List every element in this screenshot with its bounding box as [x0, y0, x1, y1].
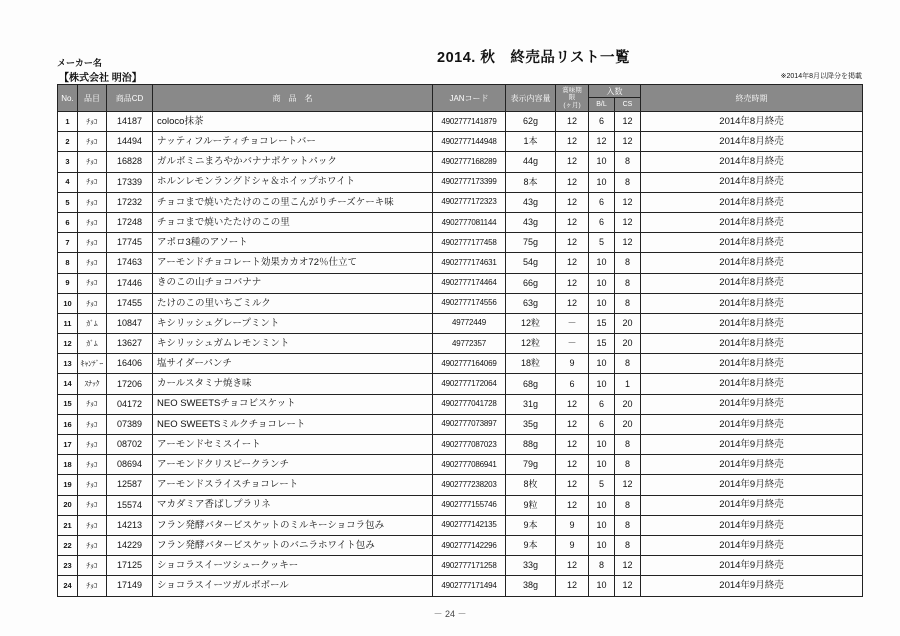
cs-quantity-cell: 12 [615, 576, 641, 596]
shelf-life-cell: 12 [556, 293, 589, 313]
shelf-life-cell: 12 [556, 475, 589, 495]
bl-quantity-cell: 10 [589, 535, 615, 555]
product-code-cell: 14494 [107, 132, 153, 152]
bl-quantity-cell: 10 [589, 354, 615, 374]
jan-code-cell: 4902777142296 [433, 535, 506, 555]
product-code-cell: 17125 [107, 556, 153, 576]
jan-code-cell: 4902777238203 [433, 475, 506, 495]
jan-code-cell: 4902777087023 [433, 435, 506, 455]
category-cell: ﾁｮｺ [78, 455, 107, 475]
content-amount-cell: 79g [506, 455, 556, 475]
end-period-cell: 2014年8月終売 [641, 354, 863, 374]
bl-quantity-cell: 10 [589, 495, 615, 515]
shelf-life-cell: 9 [556, 354, 589, 374]
product-code-cell: 12587 [107, 475, 153, 495]
cs-quantity-cell: 8 [615, 172, 641, 192]
column-header-no: No. [58, 85, 78, 112]
cs-quantity-cell: 20 [615, 394, 641, 414]
table-row [58, 354, 863, 374]
jan-code-cell: 4902777144948 [433, 132, 506, 152]
product-code-cell: 14187 [107, 112, 153, 132]
cs-quantity-cell: 12 [615, 556, 641, 576]
product-code-cell: 16828 [107, 152, 153, 172]
shelf-life-cell: 12 [556, 152, 589, 172]
jan-code-cell: 4902777073897 [433, 414, 506, 434]
product-name-cell: 塩サイダーパンチ [153, 354, 433, 374]
cs-quantity-cell: 8 [615, 354, 641, 374]
shelf-life-cell: 12 [556, 132, 589, 152]
jan-code-cell: 4902777086941 [433, 455, 506, 475]
category-cell: ｽﾅｯｸ [78, 374, 107, 394]
cs-quantity-cell: 12 [615, 132, 641, 152]
content-amount-cell: 9本 [506, 535, 556, 555]
jan-code-cell: 4902777172064 [433, 374, 506, 394]
end-period-cell: 2014年8月終売 [641, 374, 863, 394]
product-name-cell: ガルボミニまろやかバナナポケットパック [153, 152, 433, 172]
column-header-content-amount: 表示内容量 [506, 85, 556, 112]
category-cell: ﾁｮｺ [78, 535, 107, 555]
cs-quantity-cell: 12 [615, 475, 641, 495]
product-code-cell: 17149 [107, 576, 153, 596]
page-title: 2014. 秋 終売品リスト一覧 [437, 50, 631, 66]
product-name-cell: ショコラスイーツガルボボール [153, 576, 433, 596]
content-amount-cell: 88g [506, 435, 556, 455]
product-code-cell: 08694 [107, 455, 153, 475]
product-code-cell: 15574 [107, 495, 153, 515]
shelf-life-cell: 12 [556, 435, 589, 455]
row-number-cell: 16 [58, 414, 78, 434]
bl-quantity-cell: 6 [589, 212, 615, 232]
shelf-life-cell: 6 [556, 374, 589, 394]
category-cell: ﾁｮｺ [78, 414, 107, 434]
cs-quantity-cell: 8 [615, 273, 641, 293]
shelf-life-cell: 12 [556, 112, 589, 132]
table-row [58, 132, 863, 152]
table-row [58, 394, 863, 414]
category-cell: ﾁｮｺ [78, 273, 107, 293]
category-cell: ﾁｮｺ [78, 192, 107, 212]
column-header-jan-code: JANコード [433, 85, 506, 112]
table-row [58, 495, 863, 515]
product-name-cell: カールスタミナ焼き味 [153, 374, 433, 394]
product-name-cell: アーモンドクリスピークランチ [153, 455, 433, 475]
cs-quantity-cell: 1 [615, 374, 641, 394]
category-cell: ﾁｮｺ [78, 556, 107, 576]
row-number-cell: 17 [58, 435, 78, 455]
category-cell: ﾁｮｺ [78, 253, 107, 273]
row-number-cell: 1 [58, 112, 78, 132]
end-period-cell: 2014年8月終売 [641, 212, 863, 232]
table-row [58, 334, 863, 354]
product-name-cell: アーモンドセミスイート [153, 435, 433, 455]
jan-code-cell: 49772357 [433, 334, 506, 354]
table-row [58, 535, 863, 555]
shelf-life-cell: 12 [556, 556, 589, 576]
bl-quantity-cell: 5 [589, 475, 615, 495]
end-period-cell: 2014年8月終売 [641, 334, 863, 354]
bl-quantity-cell: 10 [589, 435, 615, 455]
product-code-cell: 04172 [107, 394, 153, 414]
product-name-cell: フラン発酵バタービスケットのバニラホワイト包み [153, 535, 433, 555]
jan-code-cell: 4902777174464 [433, 273, 506, 293]
end-period-cell: 2014年8月終売 [641, 192, 863, 212]
content-amount-cell: 63g [506, 293, 556, 313]
row-number-cell: 6 [58, 212, 78, 232]
shelf-life-cell: － [556, 313, 589, 333]
bl-quantity-cell: 10 [589, 515, 615, 535]
cs-quantity-cell: 20 [615, 313, 641, 333]
category-cell: ﾁｮｺ [78, 495, 107, 515]
row-number-cell: 18 [58, 455, 78, 475]
product-name-cell: NEO SWEETSミルクチョコレート [153, 414, 433, 434]
table-row [58, 576, 863, 596]
end-period-cell: 2014年9月終売 [641, 556, 863, 576]
shelf-life-cell: 9 [556, 535, 589, 555]
header-row [58, 85, 863, 98]
end-period-cell: 2014年9月終売 [641, 455, 863, 475]
cs-quantity-cell: 8 [615, 535, 641, 555]
category-cell: ｷｬﾝﾃﾞｰ [78, 354, 107, 374]
product-code-cell: 10847 [107, 313, 153, 333]
category-cell: ﾁｮｺ [78, 576, 107, 596]
category-cell: ﾁｮｺ [78, 394, 107, 414]
product-name-cell: チョコまで焼いたたけのこの里こんがりチーズケーキ味 [153, 192, 433, 212]
jan-code-cell: 4902777168289 [433, 152, 506, 172]
cs-quantity-cell: 8 [615, 152, 641, 172]
bl-quantity-cell: 12 [589, 132, 615, 152]
table-row [58, 435, 863, 455]
end-period-cell: 2014年9月終売 [641, 535, 863, 555]
product-name-cell: マカダミア香ばしプラリネ [153, 495, 433, 515]
coverage-note: ※2014年8月以降分を掲載 [780, 73, 862, 80]
content-amount-cell: 44g [506, 152, 556, 172]
row-number-cell: 5 [58, 192, 78, 212]
table-row [58, 414, 863, 434]
cs-quantity-cell: 12 [615, 212, 641, 232]
end-period-cell: 2014年9月終売 [641, 435, 863, 455]
row-number-cell: 12 [58, 334, 78, 354]
product-code-cell: 17455 [107, 293, 153, 313]
end-period-cell: 2014年8月終売 [641, 253, 863, 273]
cs-quantity-cell: 8 [615, 495, 641, 515]
category-cell: ﾁｮｺ [78, 152, 107, 172]
table-row [58, 152, 863, 172]
jan-code-cell: 4902777171494 [433, 576, 506, 596]
jan-code-cell: 4902777142135 [433, 515, 506, 535]
bl-quantity-cell: 6 [589, 394, 615, 414]
product-code-cell: 17232 [107, 192, 153, 212]
row-number-cell: 20 [58, 495, 78, 515]
row-number-cell: 11 [58, 313, 78, 333]
bl-quantity-cell: 6 [589, 112, 615, 132]
product-name-cell: キシリッシュガムレモンミント [153, 334, 433, 354]
category-cell: ﾁｮｺ [78, 172, 107, 192]
jan-code-cell: 4902777174556 [433, 293, 506, 313]
jan-code-cell: 4902777141879 [433, 112, 506, 132]
product-name-cell: たけのこの里いちごミルク [153, 293, 433, 313]
bl-quantity-cell: 10 [589, 293, 615, 313]
content-amount-cell: 8枚 [506, 475, 556, 495]
row-number-cell: 22 [58, 535, 78, 555]
shelf-life-cell: 12 [556, 576, 589, 596]
shelf-life-cell: 12 [556, 455, 589, 475]
cs-quantity-cell: 8 [615, 293, 641, 313]
product-name-cell: ホルンレモンラングドシャ＆ホイップホワイト [153, 172, 433, 192]
content-amount-cell: 68g [506, 374, 556, 394]
shelf-life-cell: － [556, 334, 589, 354]
product-name-cell: NEO SWEETSチョコビスケット [153, 394, 433, 414]
row-number-cell: 3 [58, 152, 78, 172]
product-name-cell: フラン発酵バタービスケットのミルキーショコラ包み [153, 515, 433, 535]
jan-code-cell: 4902777041728 [433, 394, 506, 414]
row-number-cell: 15 [58, 394, 78, 414]
row-number-cell: 21 [58, 515, 78, 535]
discontinued-products-table [57, 84, 863, 597]
shelf-life-cell: 12 [556, 414, 589, 434]
bl-quantity-cell: 10 [589, 576, 615, 596]
end-period-cell: 2014年9月終売 [641, 475, 863, 495]
bl-quantity-cell: 8 [589, 556, 615, 576]
cs-quantity-cell: 12 [615, 192, 641, 212]
company-name: 【株式会社 明治】 [59, 73, 142, 84]
jan-code-cell: 4902777081144 [433, 212, 506, 232]
product-name-cell: ショコラスイーツシュークッキー [153, 556, 433, 576]
jan-code-cell: 4902777171258 [433, 556, 506, 576]
page-number: － 24 － [433, 609, 467, 619]
category-cell: ｶﾞﾑ [78, 334, 107, 354]
jan-code-cell: 49772449 [433, 313, 506, 333]
category-cell: ﾁｮｺ [78, 212, 107, 232]
end-period-cell: 2014年9月終売 [641, 495, 863, 515]
content-amount-cell: 54g [506, 253, 556, 273]
content-amount-cell: 18粒 [506, 354, 556, 374]
table-row [58, 172, 863, 192]
bl-quantity-cell: 10 [589, 273, 615, 293]
row-number-cell: 10 [58, 293, 78, 313]
category-cell: ﾁｮｺ [78, 435, 107, 455]
content-amount-cell: 38g [506, 576, 556, 596]
product-code-cell: 17463 [107, 253, 153, 273]
table-header [58, 85, 863, 112]
shelf-life-cell: 12 [556, 253, 589, 273]
product-name-cell: coloco抹茶 [153, 112, 433, 132]
table-row [58, 293, 863, 313]
end-period-cell: 2014年8月終売 [641, 233, 863, 253]
table-row [58, 374, 863, 394]
table-row [58, 556, 863, 576]
end-period-cell: 2014年9月終売 [641, 414, 863, 434]
product-code-cell: 07389 [107, 414, 153, 434]
jan-code-cell: 4902777173399 [433, 172, 506, 192]
product-code-cell: 17248 [107, 212, 153, 232]
row-number-cell: 7 [58, 233, 78, 253]
cs-quantity-cell: 12 [615, 233, 641, 253]
shelf-life-cell: 9 [556, 515, 589, 535]
end-period-cell: 2014年8月終売 [641, 132, 863, 152]
table-row [58, 273, 863, 293]
jan-code-cell: 4902777174631 [433, 253, 506, 273]
jan-code-cell: 4902777164069 [433, 354, 506, 374]
table-row [58, 233, 863, 253]
jan-code-cell: 4902777155746 [433, 495, 506, 515]
end-period-cell: 2014年8月終売 [641, 293, 863, 313]
cs-quantity-cell: 12 [615, 112, 641, 132]
category-cell: ﾁｮｺ [78, 475, 107, 495]
product-code-cell: 17745 [107, 233, 153, 253]
column-header-product-name: 商 品 名 [153, 85, 433, 112]
bl-quantity-cell: 6 [589, 414, 615, 434]
content-amount-cell: 9本 [506, 515, 556, 535]
content-amount-cell: 62g [506, 112, 556, 132]
jan-code-cell: 4902777172323 [433, 192, 506, 212]
product-name-cell: アポロ3種のアソート [153, 233, 433, 253]
category-cell: ﾁｮｺ [78, 515, 107, 535]
table-row [58, 253, 863, 273]
bl-quantity-cell: 15 [589, 334, 615, 354]
end-period-cell: 2014年8月終売 [641, 273, 863, 293]
jan-code-cell: 4902777177458 [433, 233, 506, 253]
shelf-life-cell: 12 [556, 233, 589, 253]
bl-quantity-cell: 15 [589, 313, 615, 333]
content-amount-cell: 31g [506, 394, 556, 414]
column-header-quantity: 入数 [589, 85, 641, 98]
row-number-cell: 24 [58, 576, 78, 596]
table-row [58, 515, 863, 535]
cs-quantity-cell: 8 [615, 515, 641, 535]
column-header-end-period: 終売時期 [641, 85, 863, 112]
product-name-cell: チョコまで焼いたたけのこの里 [153, 212, 433, 232]
cs-quantity-cell: 20 [615, 334, 641, 354]
shelf-life-cell: 12 [556, 172, 589, 192]
content-amount-cell: 12粒 [506, 313, 556, 333]
bl-quantity-cell: 10 [589, 152, 615, 172]
content-amount-cell: 8本 [506, 172, 556, 192]
category-cell: ﾁｮｺ [78, 132, 107, 152]
end-period-cell: 2014年8月終売 [641, 152, 863, 172]
product-code-cell: 17206 [107, 374, 153, 394]
table-row [58, 212, 863, 232]
end-period-cell: 2014年8月終売 [641, 112, 863, 132]
category-cell: ﾁｮｺ [78, 112, 107, 132]
row-number-cell: 4 [58, 172, 78, 192]
column-header-cs: CS [615, 98, 641, 112]
row-number-cell: 8 [58, 253, 78, 273]
category-cell: ｶﾞﾑ [78, 313, 107, 333]
product-code-cell: 17446 [107, 273, 153, 293]
product-code-cell: 17339 [107, 172, 153, 192]
content-amount-cell: 66g [506, 273, 556, 293]
end-period-cell: 2014年9月終売 [641, 576, 863, 596]
table-row [58, 192, 863, 212]
shelf-life-cell: 12 [556, 212, 589, 232]
row-number-cell: 9 [58, 273, 78, 293]
table-row [58, 475, 863, 495]
shelf-life-cell: 12 [556, 192, 589, 212]
cs-quantity-cell: 8 [615, 435, 641, 455]
cs-quantity-cell: 20 [615, 414, 641, 434]
cs-quantity-cell: 8 [615, 253, 641, 273]
shelf-life-cell: 12 [556, 394, 589, 414]
product-code-cell: 16406 [107, 354, 153, 374]
category-cell: ﾁｮｺ [78, 233, 107, 253]
cs-quantity-cell: 8 [615, 455, 641, 475]
bl-quantity-cell: 5 [589, 233, 615, 253]
end-period-cell: 2014年8月終売 [641, 313, 863, 333]
product-name-cell: アーモンドチョコレート効果カカオ72％仕立て [153, 253, 433, 273]
product-name-cell: アーモンドスライスチョコレート [153, 475, 433, 495]
content-amount-cell: 12粒 [506, 334, 556, 354]
end-period-cell: 2014年9月終売 [641, 394, 863, 414]
table-row [58, 112, 863, 132]
shelf-life-cell: 12 [556, 495, 589, 515]
content-amount-cell: 35g [506, 414, 556, 434]
row-number-cell: 14 [58, 374, 78, 394]
content-amount-cell: 9粒 [506, 495, 556, 515]
bl-quantity-cell: 10 [589, 374, 615, 394]
row-number-cell: 19 [58, 475, 78, 495]
product-code-cell: 14229 [107, 535, 153, 555]
table-row [58, 455, 863, 475]
bl-quantity-cell: 10 [589, 253, 615, 273]
column-header-category: 品目 [78, 85, 107, 112]
category-cell: ﾁｮｺ [78, 293, 107, 313]
content-amount-cell: 43g [506, 212, 556, 232]
column-header-bl: B/L [589, 98, 615, 112]
table-body [58, 112, 863, 597]
row-number-cell: 23 [58, 556, 78, 576]
content-amount-cell: 33g [506, 556, 556, 576]
table-row [58, 313, 863, 333]
product-name-cell: キシリッシュグレープミント [153, 313, 433, 333]
content-amount-cell: 75g [506, 233, 556, 253]
product-code-cell: 13627 [107, 334, 153, 354]
maker-label: メーカー名 [57, 58, 102, 68]
bl-quantity-cell: 10 [589, 455, 615, 475]
content-amount-cell: 43g [506, 192, 556, 212]
content-amount-cell: 1本 [506, 132, 556, 152]
end-period-cell: 2014年9月終売 [641, 515, 863, 535]
row-number-cell: 2 [58, 132, 78, 152]
column-header-shelf-life: 賞味期 限 (ヶ月) [556, 85, 589, 112]
shelf-life-cell: 12 [556, 273, 589, 293]
bl-quantity-cell: 6 [589, 192, 615, 212]
product-name-cell: ナッティフルーティチョコレートバー [153, 132, 433, 152]
column-header-product-code: 商品CD [107, 85, 153, 112]
bl-quantity-cell: 10 [589, 172, 615, 192]
row-number-cell: 13 [58, 354, 78, 374]
end-period-cell: 2014年8月終売 [641, 172, 863, 192]
product-name-cell: きのこの山チョコバナナ [153, 273, 433, 293]
product-code-cell: 08702 [107, 435, 153, 455]
product-code-cell: 14213 [107, 515, 153, 535]
